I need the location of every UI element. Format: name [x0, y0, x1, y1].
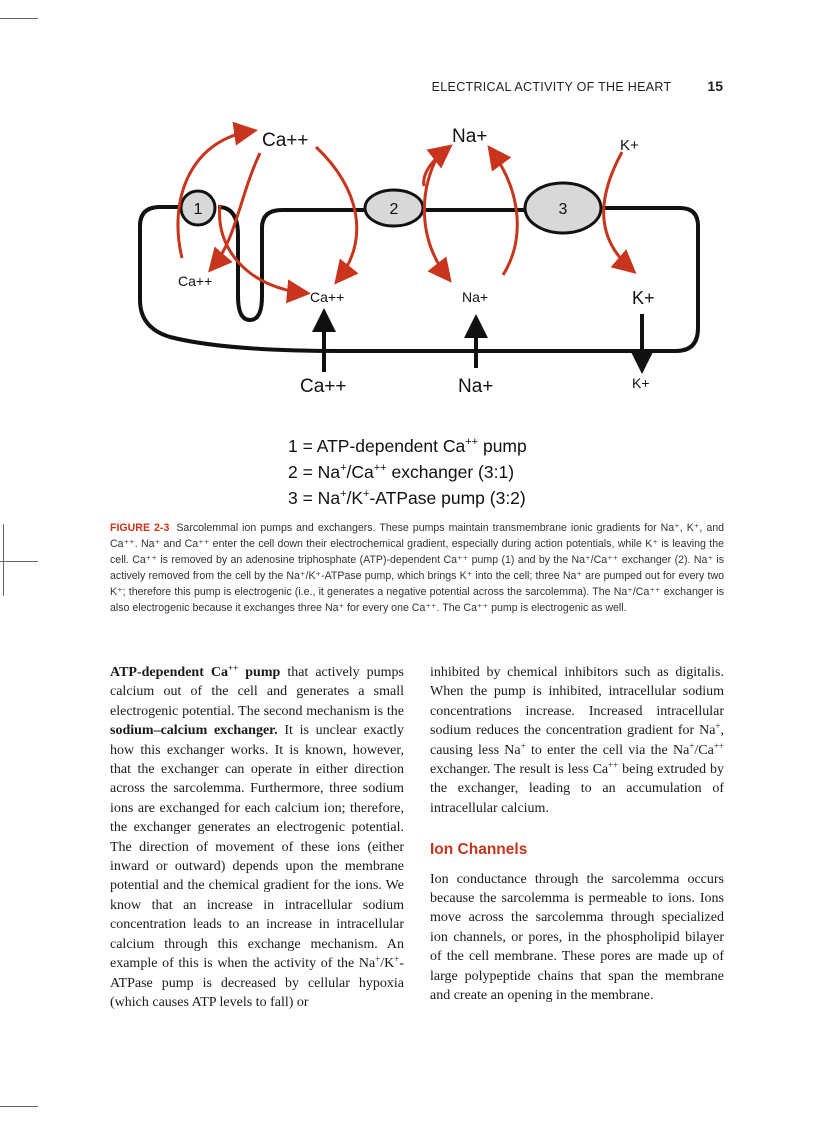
ion-label-na-outside: Na+ [452, 126, 488, 147]
paragraph-digitalis: inhibited by chemical inhibitors such as digitalis. When the pump is inhibited, intracellular sodium concentrations increase. Increased intracellular sodium reduces the concentration gradient for Na+, causing less Na+ to enter the cell via the Na+/Ca++ exchanger. The result is less Ca++ being extruded by the exchanger, leading to an accumulation of intracellular calcium. [430, 665, 725, 816]
body-column-left [110, 663, 404, 1012]
running-head-title: ELECTRICAL ACTIVITY OF THE HEART [431, 80, 672, 94]
legend-line-3: 3 = Na+/K+-ATPase pump (3:2) [288, 488, 526, 508]
crop-mark-left-horizontal [0, 561, 38, 562]
ion-label-na-bottom: Na+ [458, 376, 494, 397]
legend-line-1: 1 = ATP-dependent Ca++ pump [288, 436, 527, 456]
page-number: 15 [707, 78, 723, 94]
ion-label-ca-left: Ca++ [178, 273, 213, 289]
caption-text: Sarcolemmal ion pumps and exchangers. These pumps maintain transmembrane ionic gradients for Na⁺, K⁺, and Ca⁺⁺. Na⁺ and Ca⁺⁺ enter the cell down their electrochemical gradient, especially during action potentials, while K⁺ is leaving the cell. Ca⁺⁺ is removed by an adenosine triphosphate (ATP)-dependent Ca⁺⁺ pump (1) and by the Na⁺/Ca⁺⁺ exchanger (2). Na⁺ is actively removed from the cell by the Na⁺/K⁺-ATPase pump, which brings K⁺ into the cell; three Na⁺ are pumped out for every two K⁺; therefore this pump is electrogenic (i.e., it generates a negative potential across the sarcolemma). The Na⁺/Ca⁺⁺ exchanger is also electrogenic because it exchanges three Na⁺ for every one Ca⁺⁺. The Ca⁺⁺ pump is electrogenic as well. [110, 522, 724, 614]
crop-mark-left-vertical [3, 524, 4, 596]
arrow-pump3-k-in [604, 152, 632, 270]
figure-caption [110, 520, 724, 616]
body-column-right [430, 663, 724, 1006]
term-atp-pump: ATP-dependent Ca++ pump [110, 663, 281, 680]
cell-membrane [140, 207, 698, 351]
ion-label-ca-outside: Ca++ [262, 130, 309, 151]
ion-label-k-outside: K+ [620, 137, 639, 154]
ion-label-k-bottom: K+ [632, 375, 650, 391]
ion-label-na-inside: Na+ [462, 289, 489, 305]
arrow-exchanger-ca-cycle [316, 147, 357, 280]
crop-mark-bottom-left [0, 1106, 38, 1107]
ion-label-k-inside: K+ [632, 288, 655, 308]
section-heading-ion-channels: Ion Channels [430, 841, 528, 859]
paragraph-ion-channels: Ion conductance through the sarcolemma occurs because the sarcolemma is permeable to ions. Ions move across the sarcolemma through specialized ion channels, or pores, in the phospholipid bilayer of the cell membrane. These pores are made up of large polypeptide chains that span the membrane and create an opening in the membrane. [430, 871, 724, 1004]
pump-1-label: 1 [193, 201, 203, 218]
exchanger-2-label: 2 [389, 201, 399, 218]
arrow-pump3-na-out [491, 150, 517, 275]
ion-label-ca-bottom: Ca++ [300, 376, 347, 397]
pump-3-label: 3 [558, 201, 568, 218]
figure-legend [288, 433, 527, 511]
ion-label-ca-inside: Ca++ [310, 289, 345, 305]
legend-line-2: 2 = Na+/Ca++ exchanger (3:1) [288, 462, 515, 482]
ion-pump-diagram [0, 0, 816, 430]
term-sodium-calcium-exchanger: sodium–calcium exchanger. [110, 723, 278, 739]
paragraph-pumps: ATP-dependent Ca++ pump that actively pumps calcium out of the cell and generates a small electrogenic potential. The second mechanism is the sodium–calcium exchanger. It is unclear exactly how this exchanger works. It is known, however, that the exchanger can operate in either direction across the sarcolemma. Furthermore, three sodium ions are exchanged for each calcium ion; therefore, the exchanger generates an electrogenic potential. The direction of movement of these ions (either inward or outward) depends upon the membrane potential and the chemical gradient for the ions. We know that an increase in intracellular sodium concentration leads to an increase in intracellular calcium through this exchange mechanism. An example of this is when the activity of the Na+/K+-ATPase pump is decreased by cellular hypoxia (which causes ATP levels to fall) or [110, 663, 404, 1010]
figure-label: FIGURE 2-3 [110, 522, 170, 534]
